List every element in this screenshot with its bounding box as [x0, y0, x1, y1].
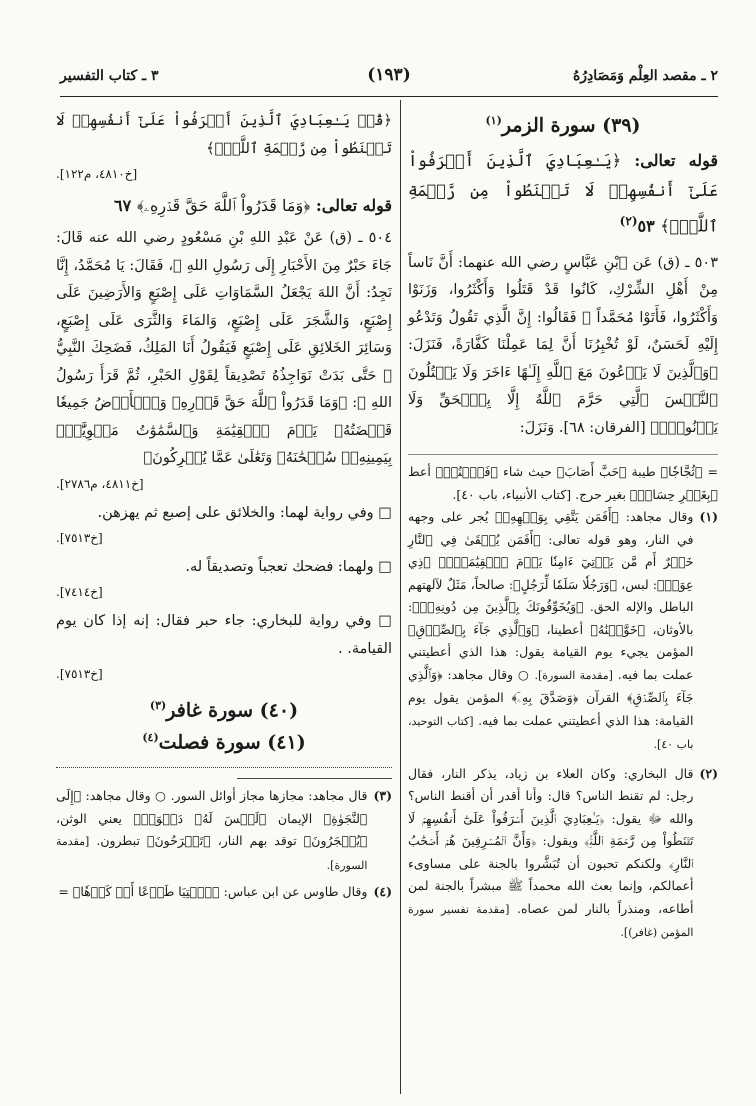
page-number: (١٩٣) [367, 65, 411, 85]
footnote-3 [56, 785, 392, 877]
reference: [خ٤٨١٠، م١٢٢]. [56, 167, 138, 181]
header-rule [60, 96, 718, 97]
qawl-verse: ﴿يَـٰعِبَادِيَ ٱلَّذِينَ أَسۡرَفُواْ عَلَىٰٓ أَنفُسِهِمۡ لَا تَقۡنَطُواْ مِن رَّحۡمَةِ ٱللَّهِۚ﴾ [408, 151, 718, 236]
qawl-verse: ﴿وَمَا قَدَرُواْ ٱللَّهَ حَقَّ قَدۡرِهِۦ﴾ [136, 196, 311, 215]
qawl-number: ٦٧ [114, 196, 132, 215]
verse-continuation: ﴿قُلۡ يَـٰعِبَادِيَ ٱلَّذِينَ أَسۡرَفُواْ عَلَىٰٓ أَنفُسِهِمۡ لَا تَقۡنَطُواْ مِن رَّحۡمَةِ ٱللَّهِۚ﴾ [56, 113, 392, 157]
left-column [56, 108, 392, 904]
hadith-504: ٥٠٤ ـ (ق) عَنْ عَبْدِ اللهِ بْنِ مَسْعُودٍ رضي الله عنه قَالَ: جَاءَ حَبْرٌ مِنَ الأَحْبَارِ إِلَى رَسُولِ اللهِ ﷺ، فَقَالَ: يَا مُحَمَّدُ، إِنَّا نَجِدُ: أَنَّ اللهَ يَجْعَلُ السَّمَاوَاتِ عَلَى إِصْبَعٍ وَالأَرَضِينَ عَلَى إِصْبَعٍ، وَالشَّجَرَ عَلَى إِصْبَعٍ، وَالمَاءَ وَالثَّرَى عَلَى إِصْبَعٍ، وَسَائِرَ الخَلائِقِ عَلَى إِصْبَعٍ فَيَقُولُ أَنَا المَلِكُ، فَضَحِكَ النَّبِيُّ ﷺ حَتَّى بَدَتْ نَوَاجِذُهُ تَصْدِيقاً لِقَوْلِ الحَبْرِ، ثُمَّ قَرَأَ رَسُولُ اللهِ ﷺ: ﴿وَمَا قَدَرُواْ ٱللَّهَ حَقَّ قَدۡرِهِۦ وَٱلۡأَرۡضُ جَمِيعٗا قَبۡضَتُهُۥ يَوۡمَ ٱلۡقِيَٰمَةِ وَٱلسَّمَٰوَٰتُ مَطۡوِيَّٰتُۢ بِيَمِينِهِۦۚ سُبۡحَٰنَهُۥ وَتَعَٰلَىٰ عَمَّا يُشۡرِكُونَ﴾ [56, 230, 392, 466]
footnote-marker: (٢) [619, 214, 638, 229]
footnote-text: قال مجاهد: مجازها مجاز أوائل السور. ○ وقال مجاهد: ﴿إِلَى ٱلنَّجَوٰةِ﴾ الإيمان ﴿لَيۡسَ لَهُۥ دَعۡوَةٞ﴾ يعني الوثن، ﴿يُسۡجَرُونَ﴾ توقد بهم النار، ﴿تَمۡرَحُونَ﴾ تبطرون. [56, 788, 368, 849]
footnote-1 [408, 506, 718, 757]
header-book-left: ٣ ـ كتاب التفسير [60, 68, 159, 84]
footnote-number: (٤) [373, 884, 392, 900]
sura-heading-41 [56, 731, 392, 753]
verse-heading [56, 191, 392, 221]
footnote-source: [مقدمة تفسير سورة المؤمن (غافر)]. [408, 902, 694, 940]
footnote-source: [كتاب التوحيد، باب ٤٠]. [408, 714, 694, 752]
column-divider [400, 100, 401, 1094]
footnote-rule [237, 778, 392, 779]
footnote-continuation: = ﴿ثُجَّاجٗا﴾ طيبة ﴿حَبَّ أَصَابَ﴾ حيث شاء ﴿فَٱمۡنُنۡ﴾ أعط ﴿بِغَيۡرِ حِسَابٖ﴾ بغير حرج. [كتاب الأنبياء، باب ٤٠]. [408, 464, 718, 502]
dotted-separator [56, 767, 392, 768]
hadith-503: ٥٠٣ ـ (ق) عَن ٱبْنِ عَبَّاسٍ رضي الله عنهما: أَنَّ نَاساً مِنْ أَهْلِ الشِّرْكِ، كَانُوا قَدْ قَتَلُوا وَأَكْثَرُوا، وَزَنَوْا وَأَكْثَرُوا، فَأَتَوْا مُحَمَّداً ﷺ فَقَالُوا: إِنَّ الَّذِي تَقُولُ وَتَدْعُو إِلَيْهِ لَحَسَنٌ، لَوْ تُخْبِرُنَا أَنَّ لِمَا عَمِلْنَا كَفَّارَةً، فَنَزَلَ: ﴿وَٱلَّذِينَ لَا يَدۡعُونَ مَعَ ٱللَّهِ إِلَـٰهًا ءَاخَرَ وَلَا يَقۡتُلُونَ ٱلنَّفۡسَ ٱلَّتِي حَرَّمَ ٱللَّهُ إِلَّا بِٱلۡحَقِّ وَلَا يَزۡنُونَۚ﴾ [الفرقان: ٦٨]. وَنَزَلَ: [408, 254, 718, 436]
footnote-number: (٣) [373, 788, 392, 804]
footnote-number: (١) [699, 509, 718, 525]
sura-title: (٤٠) سورة غافر [166, 698, 299, 721]
footnote-text: قال البخاري: وكان العلاء بن زياد، يذكر النار، فقال رجل: لم تقنط الناس؟ قال: وأنا أقدر أن أقنط الناس؟ والله ﷻ يقول: ﴿يَـٰعِبَادِيَ ٱلَّذِينَ أَسۡرَفُواْ عَلَىٰٓ أَنفُسِهِمۡ لَا تَقۡنَطُواْ مِن رَّحۡمَةِ ٱللَّهِۚ﴾ ويقول: ﴿وَأَنَّ ٱلۡمُسۡرِفِينَ هُمۡ أَصۡحَٰبُ ٱلنَّارِ﴾ ولكنكم تحبون أن تُبَشَّروا بالجنة على مساوىء أعمالكم، وإنما بعث الله محمداً ﷺ مبشراً بالجنة لمن أطاعه، ومنذراً بالنار لمن عصاه. [408, 765, 694, 916]
footnote-source: [مقدمة السورة]. [56, 835, 368, 872]
reference: [خ٧٥١٣]. [56, 530, 103, 545]
footnote-text: وقال طاوس عن ابن عباس: ﴿ٱئۡتِيَا طَوۡعًا أَوۡ كَرۡهٗا﴾ = [58, 884, 368, 900]
footnote-rule [408, 454, 718, 455]
riwaya-2: □ ولهما: فضحك تعجباً وتصديقاً له. [185, 558, 392, 575]
qawl-label: قوله تعالى: [634, 151, 718, 171]
reference: [خ٧٤١٤]. [56, 584, 103, 599]
running-header [60, 64, 718, 94]
sura-title: (٣٩) سورة الزمر [501, 114, 641, 137]
footnote-source: [مقدمة السورة]. [534, 668, 613, 682]
header-chapter-right: ٢ ـ مقصد العِلْم وَمَصَادِرُهُ [572, 68, 718, 84]
riwaya-3: □ وفي رواية للبخاري: جاء حبر فقال: إنه إذا كان يوم القيامة. . [56, 612, 392, 657]
reference: [خ٧٥١٣]. [56, 666, 103, 681]
riwaya-1: □ وفي رواية لهما: والخلائق على إصبع ثم يهزهن. [97, 504, 392, 521]
sura-heading-40 [56, 699, 392, 721]
footnote-4 [56, 881, 392, 904]
footnote-marker: (١) [485, 114, 502, 127]
footnote-text: وقال مجاهد: ﴿أَفَمَن يَتَّقِي بِوَجۡهِهِۦ﴾ يُجر على وجهه في النار، وهو قوله تعالى: ﴿أَفَمَن يُلۡقَىٰ فِي ٱلنَّارِ خَيۡرٌ أَم مَّن يَأۡتِيٓ ءَامِنٗا يَوۡمَ ٱلۡقِيَٰمَةِۚ﴾ ﴿ذِي عِوَجٖ﴾: لبس، ﴿وَرَجُلٗا سَلَمٗا لِّرَجُلٍ﴾: صالحاً، مَثَلٌ لآلهتهم الباطل والإله الحق. ﴿وَيُخَوِّفُونَكَ بِٱلَّذِينَ مِن دُونِهِۦۚ﴾: بالأوثان، ﴿خَوَّلۡنَٰهُ﴾ أعطينا، ﴿وَٱلَّذِي جَآءَ بِٱلصِّدۡقِ﴾ المؤمن يجيء يوم القيامة يقول: هذا الذي أعطيتني عملت بما فيه. [408, 509, 694, 682]
footnote-2 [408, 763, 718, 945]
sura-title: (٤١) سورة فصلت [158, 731, 306, 754]
footnote-marker: (٤) [142, 730, 159, 744]
verse-heading [408, 146, 718, 241]
qawl-label: قوله تعالى: [315, 196, 392, 215]
sura-heading-39 [408, 114, 718, 136]
footnote-marker: (٣) [149, 698, 167, 712]
reference: [خ٤٨١١، م٢٧٨٦]. [56, 476, 144, 491]
footnote-number: (٢) [699, 765, 718, 781]
right-column [408, 108, 718, 945]
footnote-text: ○ وقال مجاهد: ﴿وَٱلَّذِي جَآءَ بِٱلصِّدۡقِ﴾ القرآن ﴿وَصَدَّقَ بِهِۦٓ﴾ المؤمن يقول يوم القيامة: هذا الذي أعطيتني عملت بما فيه. [408, 666, 694, 728]
qawl-number: ٥٣ [637, 216, 655, 236]
